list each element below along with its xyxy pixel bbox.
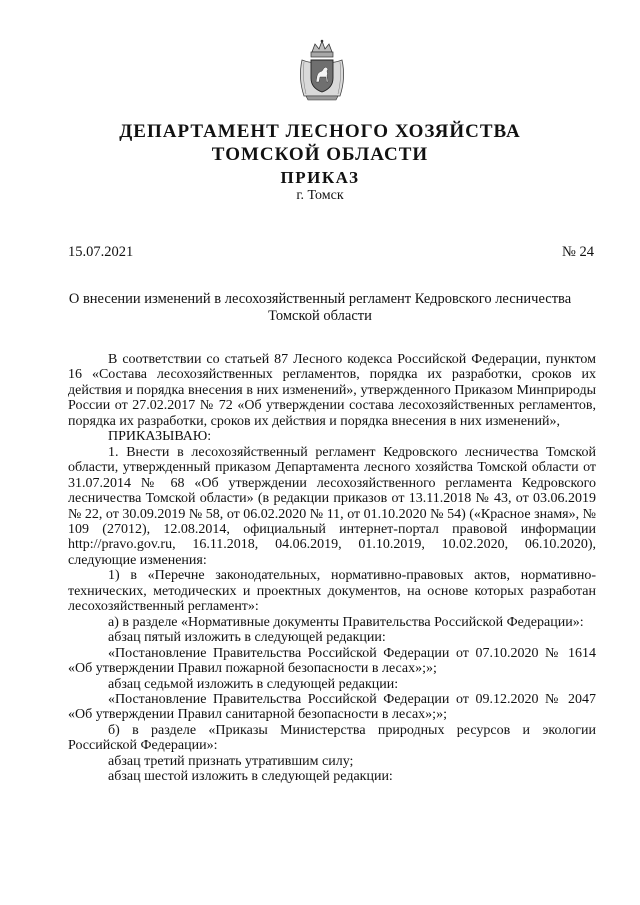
order-date: 15.07.2021 [68, 244, 134, 260]
order-title-line-1: О внесении изменений в лесохозяйственный регламент Кедровского лесничества [68, 291, 572, 307]
department-name-line-1: ДЕПАРТАМЕНТ ЛЕСНОГО ХОЗЯЙСТВА [119, 121, 521, 142]
clause-paragraph: абзац седьмой изложить в следующей редакции: [108, 676, 399, 692]
clause-paragraph: абзац третий признать утратившим силу; [108, 753, 354, 769]
order-body [68, 352, 596, 785]
department-name-line-2: ТОМСКОЙ ОБЛАСТИ [211, 144, 429, 165]
clause-paragraph: «Постановление Правительства Российской Федерации от 07.10.2020 № 1614 «Об утверждении Правил пожарной безопасности в лесах»;»; [68, 645, 596, 677]
order-title [60, 291, 580, 325]
clause-paragraph: абзац шестой изложить в следующей редакции: [108, 769, 393, 785]
clause-1-item-b: б) в разделе «Приказы Министерства природных ресурсов и экологии Российской Федерации»: [68, 722, 596, 754]
clause-1-paragraph: 1. Внести в лесохозяйственный регламент Кедровского лесничества Томской области, утвержденный приказом Департамента лесного хозяйства Томской области от 31.07.2014 № 68 «Об утверждении лесохозяйственного регламента Кедровского лесничества Томской области» (в редакции приказов от 13.11.2018 № 43, от 03.06.2019 № 22, от 30.09.2019 № 58, от 06.02.2020 № 11, от 01.10.2020 № 54) («Красное знамя», № 109 (27012), 12.08.2014, официальный интернет-портал правовой информации http://pravo.gov.ru, 16.11.2018, 04.06.2019, 01.10.2019, 10.02.2020, 06.10.2020), следующие изменения: [68, 444, 596, 568]
clause-paragraph: «Постановление Правительства Российской Федерации от 09.12.2020 № 2047 «Об утверждении Правил санитарной безопасности в лесах»;»; [68, 691, 596, 723]
coat-of-arms-icon [296, 38, 348, 102]
document-type: ПРИКАЗ [280, 168, 360, 187]
clause-paragraph: абзац пятый изложить в следующей редакции: [108, 630, 386, 646]
preamble-paragraph: В соответствии со статьей 87 Лесного кодекса Российской Федерации, пунктом 16 «Состава лесохозяйственных регламентов, порядка их разработки, сроков их действия и порядка внесения в них изменений», утвержденного Приказом Минприроды России от 27.02.2017 № 72 «Об утверждении состава лесохозяйственных регламентов, порядка их разработки, сроков их действия и порядка внесения в них изменений», [68, 352, 596, 429]
order-number: № 24 [562, 244, 594, 260]
clause-1-item-a: а) в разделе «Нормативные документы Правительства Российской Федерации»: [108, 614, 584, 630]
clause-1-item-1: 1) в «Перечне законодательных, нормативно-правовых актов, нормативно-технических, методических и проектных документов, на основе которых разработан лесохозяйственный регламент»: [68, 568, 596, 615]
order-title-line-2: Томской области [268, 308, 372, 324]
order-directive: ПРИКАЗЫВАЮ: [108, 429, 212, 445]
city-label: г. Томск [296, 188, 344, 203]
